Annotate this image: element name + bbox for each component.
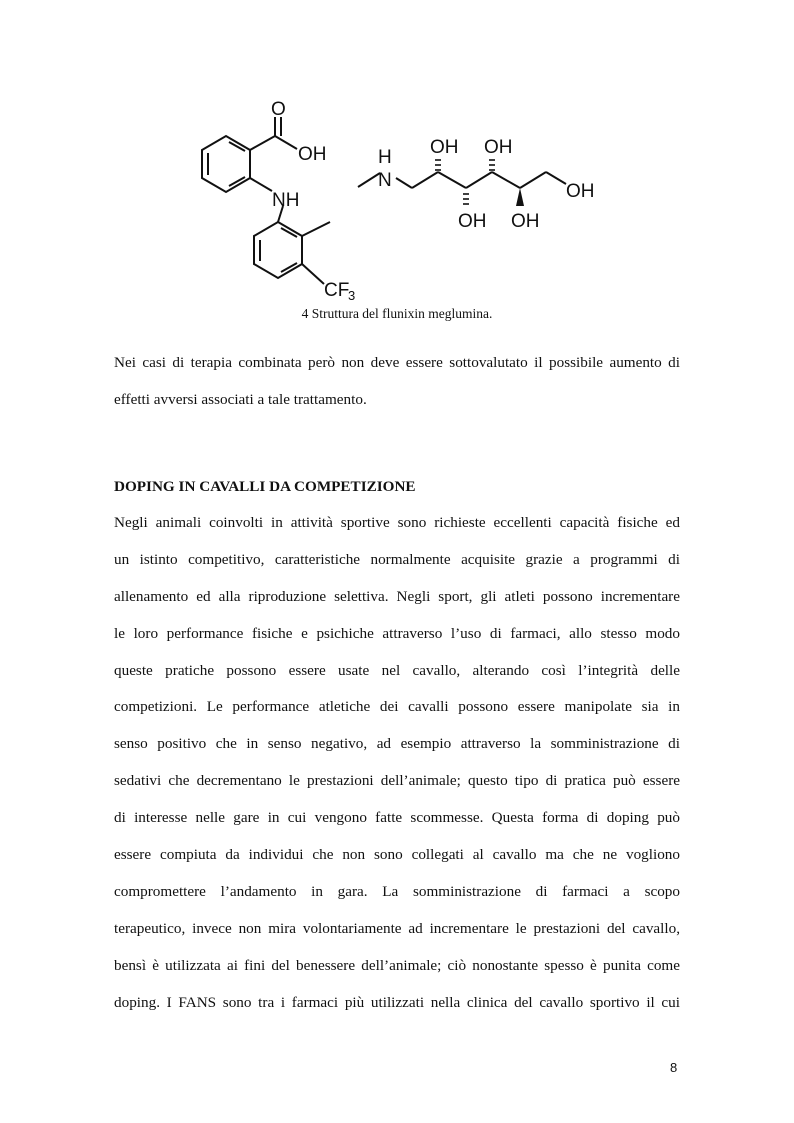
label-oh-3: OH: [566, 181, 595, 202]
paragraph-line: senso positivo che in senso negativo, ad esempio attraverso la somministrazione di: [114, 735, 680, 752]
label-cf: CF: [324, 280, 350, 301]
figure-caption: 4 Struttura del flunixin meglumina.: [301, 306, 493, 321]
label-oh-2: OH: [484, 137, 513, 158]
paragraph-line: bensì è utilizzata ai fini del benessere dell’animale; ciò nonostante spesso è punita come: [114, 957, 680, 974]
label-h: H: [378, 147, 392, 168]
paragraph-line: Nei casi di terapia combinata però non deve essere sottovalutato il possibile aumento di: [114, 354, 680, 371]
paragraph-line: doping. I FANS sono tra i farmaci più utilizzati nella clinica del cavallo sportivo il cui: [114, 994, 680, 1011]
page-number: 8: [670, 1060, 678, 1075]
paragraph-line: Negli animali coinvolti in attività sportive sono richieste eccellenti capacità fisiche ed: [114, 514, 680, 531]
label-n: N: [378, 170, 392, 191]
paragraph-line: queste pratiche possono essere usate nel cavallo, alterando così l’integrità delle: [114, 662, 680, 679]
label-oh-acid: OH: [298, 144, 327, 165]
paragraph-line: sedativi che decrementano le prestazioni dell’animale; questo tipo di pratica può essere: [114, 772, 680, 789]
label-nh: NH: [272, 190, 300, 211]
label-oh-5: OH: [511, 211, 540, 232]
paragraph-line: essere compiuta da individui che non sono collegati al cavallo ma che ne vogliono: [114, 846, 680, 863]
paragraph-line: competizioni. Le performance atletiche dei cavalli possono essere manipolate sia in: [114, 698, 680, 715]
benzoic-ring: [202, 136, 250, 192]
nh-bond: [250, 178, 272, 191]
label-oh-1: OH: [430, 137, 459, 158]
paragraph-line: allenamento ed alla riproduzione selettiva. Negli sport, gli atleti possono incrementare: [114, 588, 680, 605]
paragraph-line: compromettere l’andamento in gara. La somministrazione di farmaci a scopo: [114, 883, 680, 900]
flunixin-meglumine-structure: [180, 92, 620, 307]
structure-drawing: [180, 92, 620, 307]
label-oh-4: OH: [458, 211, 487, 232]
paragraph-line: un istinto competitivo, caratteristiche normalmente acquisite grazie a programmi di: [114, 551, 680, 568]
paragraph-line: le loro performance fisiche e psichiche attraverso l’uso di farmaci, allo stesso modo: [114, 625, 680, 642]
section-heading: DOPING IN CAVALLI DA COMPETIZIONE: [114, 478, 416, 495]
paragraph-line: di interesse nelle gare in cui vengono fatte scommesse. Questa forma di doping può: [114, 809, 680, 826]
trifluoromethyl-ring: [254, 222, 302, 278]
label-cf-sub: 3: [348, 288, 356, 303]
methyl-bond: [302, 222, 330, 236]
paragraph-line: effetti avversi associati a tale trattamento.: [114, 391, 367, 408]
label-o: O: [271, 99, 286, 120]
carboxyl-bond: [250, 136, 275, 150]
paragraph-line: terapeutico, invece non mira volontariamente ad incrementare le prestazioni del cavallo,: [114, 920, 680, 937]
